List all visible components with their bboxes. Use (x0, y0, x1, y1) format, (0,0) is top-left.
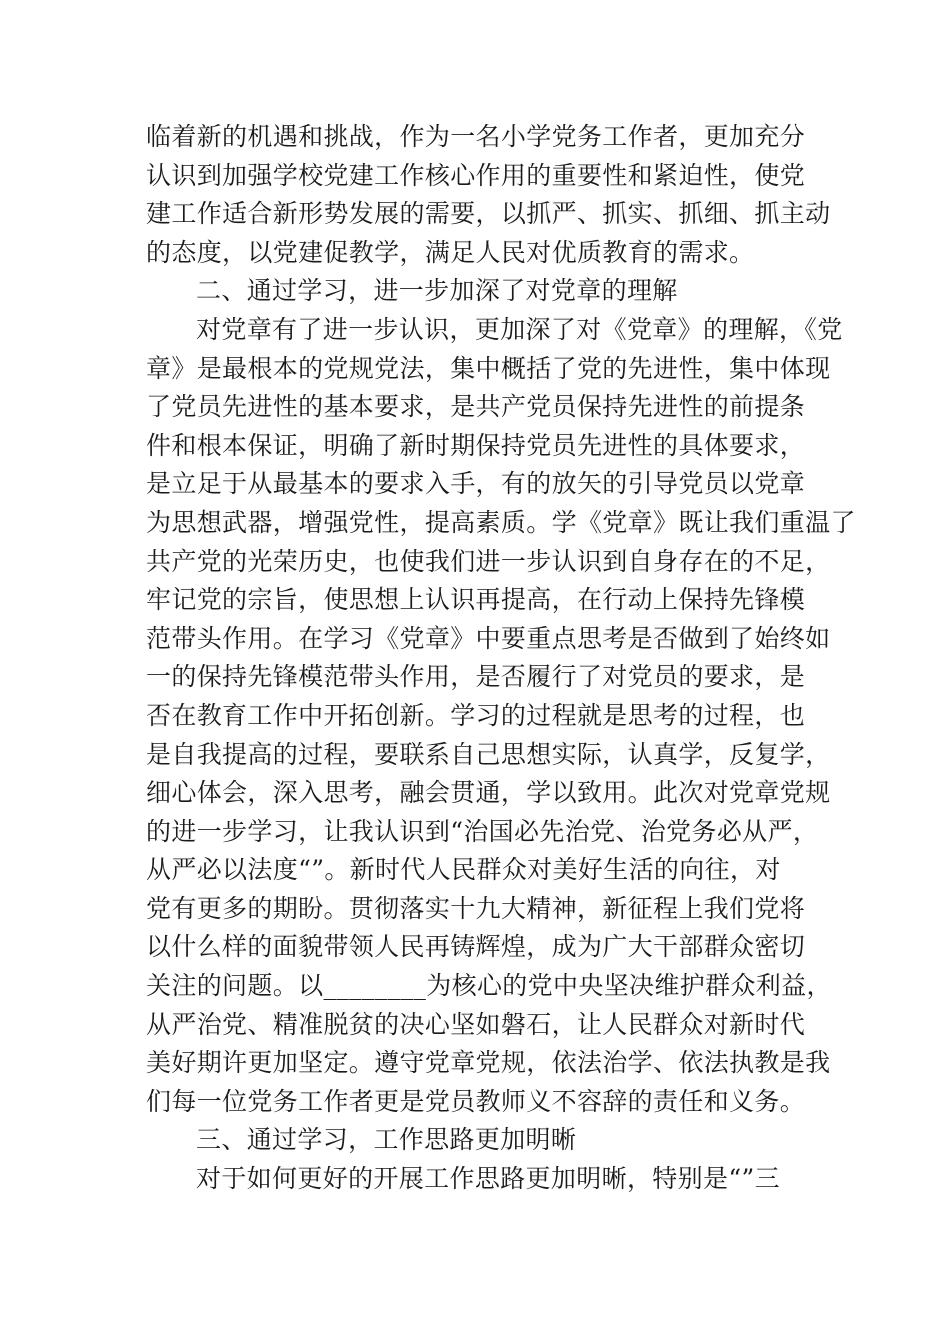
text-line: 了党员先进性的基本要求，是共产党员保持先进性的前提条 (146, 392, 806, 422)
text-line: 细心体会，深入思考，融会贯通，学以致用。此次对党章党规 (146, 778, 831, 808)
document-body (146, 118, 856, 1199)
section-heading: 三、通过学习，工作思路更加明晰 (196, 1125, 577, 1155)
text-line: 的进一步学习，让我认识到“治国必先治党、治党务必从严， (146, 816, 819, 846)
text-line: 临着新的机遇和挑战，作为一名小学党务工作者，更加充分 (146, 122, 806, 151)
text-line: 美好期许更加坚定。遵守党章党规，依法治学、依法执教是我 (146, 1048, 831, 1078)
paragraph-first-line: 对党章有了进一步认识，更加深了对《党章》的理解，《党 (196, 314, 843, 344)
text-line: 范带头作用。在学习《党章》中要重点思考是否做到了始终如 (146, 623, 831, 653)
text-line: 否在教育工作中开拓创新。学习的过程就是思考的过程，也 (146, 700, 806, 730)
text-line: 是自我提高的过程，要联系自己思想实际，认真学，反复学， (146, 739, 831, 769)
text-line: 从严必以法度“”。新时代人民群众对美好生活的向往，对 (146, 855, 781, 885)
paragraph-first-line: 对于如何更好的开展工作思路更加明晰，特别是“”三 (196, 1164, 780, 1194)
text-line: 件和根本保证，明确了新时期保持党员先进性的具体要求， (146, 430, 806, 460)
text-line: 从严治党、精准脱贫的决心坚如磐石，让人民群众对新时代 (146, 1009, 806, 1039)
text-line: 是立足于从最基本的要求入手，有的放矢的引导党员以党章 (146, 469, 806, 499)
text-line: 认识到加强学校党建工作核心作用的重要性和紧迫性，使党 (146, 160, 806, 190)
text-line: 的态度，以党建促教学，满足人民对优质教育的需求。 (146, 237, 755, 267)
text-line: 共产党的光荣历史，也使我们进一步认识到自身存在的不足， (146, 546, 831, 576)
text-line: 牢记党的宗旨，使思想上认识再提高，在行动上保持先锋模 (146, 585, 806, 615)
text-line: 以什么样的面貌带领人民再铸辉煌，成为广大干部群众密切 (146, 932, 806, 962)
text-line: 们每一位党务工作者更是党员教师义不容辞的责任和义务。 (146, 1086, 806, 1116)
text-line: 关注的问题。以________为核心的党中央坚决维护群众利益， (146, 971, 832, 1001)
text-line: 章》是最根本的党规党法，集中概括了党的先进性，集中体现 (146, 353, 831, 383)
text-line: 一的保持先锋模范带头作用，是否履行了对党员的要求，是 (146, 662, 806, 692)
text-line: 党有更多的期盼。贯彻落实十九大精神，新征程上我们党将 (146, 893, 806, 923)
text-line: 为思想武器，增强党性，提高素质。学《党章》既让我们重温了 (146, 507, 856, 537)
text-line: 建工作适合新形势发展的需要，以抓严、抓实、抓细、抓主动 (146, 199, 831, 229)
section-heading: 二、通过学习，进一步加深了对党章的理解 (196, 276, 678, 306)
